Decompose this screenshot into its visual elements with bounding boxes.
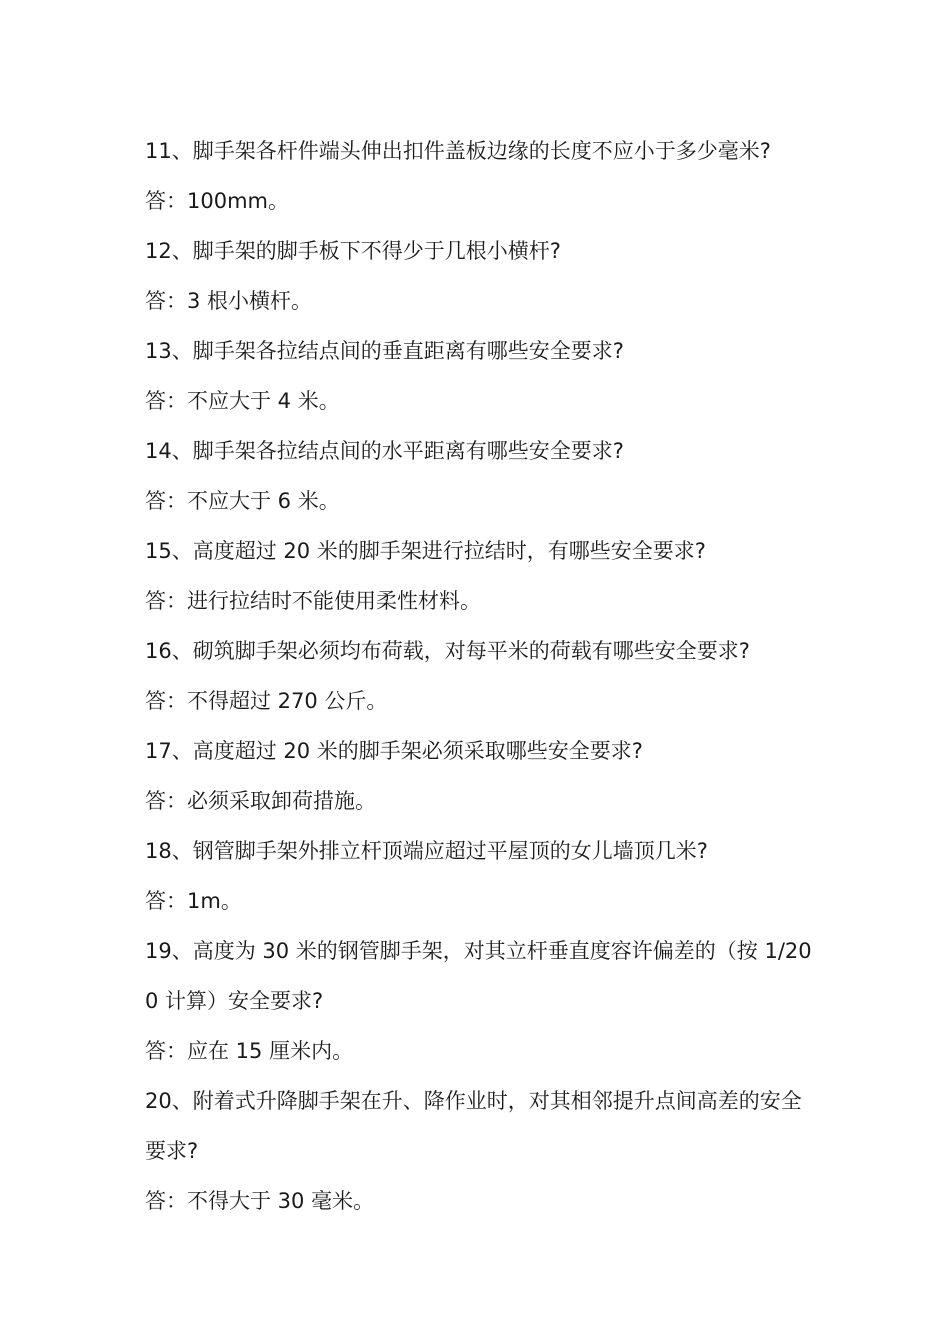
question-11: 11、脚手架各杆件端头伸出扣件盖板边缘的长度不应小于多少毫米? [145, 139, 771, 163]
qa-list [145, 126, 815, 1226]
answer-15: 答：进行拉结时不能使用柔性材料。 [145, 589, 481, 613]
answer-17: 答：必须采取卸荷措施。 [145, 789, 376, 813]
question-20: 20、附着式升降脚手架在升、降作业时，对其相邻提升点间高差的安全要求? [145, 1089, 802, 1163]
answer-18: 答：1m。 [145, 889, 242, 913]
answer-16: 答：不得超过 270 公斤。 [145, 689, 388, 713]
answer-19: 答：应在 15 厘米内。 [145, 1039, 354, 1063]
question-12: 12、脚手架的脚手板下不得少于几根小横杆? [145, 239, 561, 263]
answer-12: 答：3 根小横杆。 [145, 289, 313, 313]
question-13: 13、脚手架各拉结点间的垂直距离有哪些安全要求? [145, 339, 624, 363]
question-16: 16、砌筑脚手架必须均布荷载，对每平米的荷载有哪些安全要求? [145, 639, 750, 663]
answer-14: 答：不应大于 6 米。 [145, 489, 340, 513]
question-17: 17、高度超过 20 米的脚手架必须采取哪些安全要求? [145, 739, 643, 763]
question-18: 18、钢管脚手架外排立杆顶端应超过平屋顶的女儿墙顶几米? [145, 839, 708, 863]
answer-13: 答：不应大于 4 米。 [145, 389, 340, 413]
answer-11: 答：100mm。 [145, 189, 289, 213]
answer-20: 答：不得大于 30 毫米。 [145, 1189, 375, 1213]
question-15: 15、高度超过 20 米的脚手架进行拉结时，有哪些安全要求? [145, 539, 706, 563]
question-14: 14、脚手架各拉结点间的水平距离有哪些安全要求? [145, 439, 624, 463]
question-19: 19、高度为 30 米的钢管脚手架，对其立杆垂直度容许偏差的（按 1/200 计算）安全要求? [145, 939, 812, 1013]
